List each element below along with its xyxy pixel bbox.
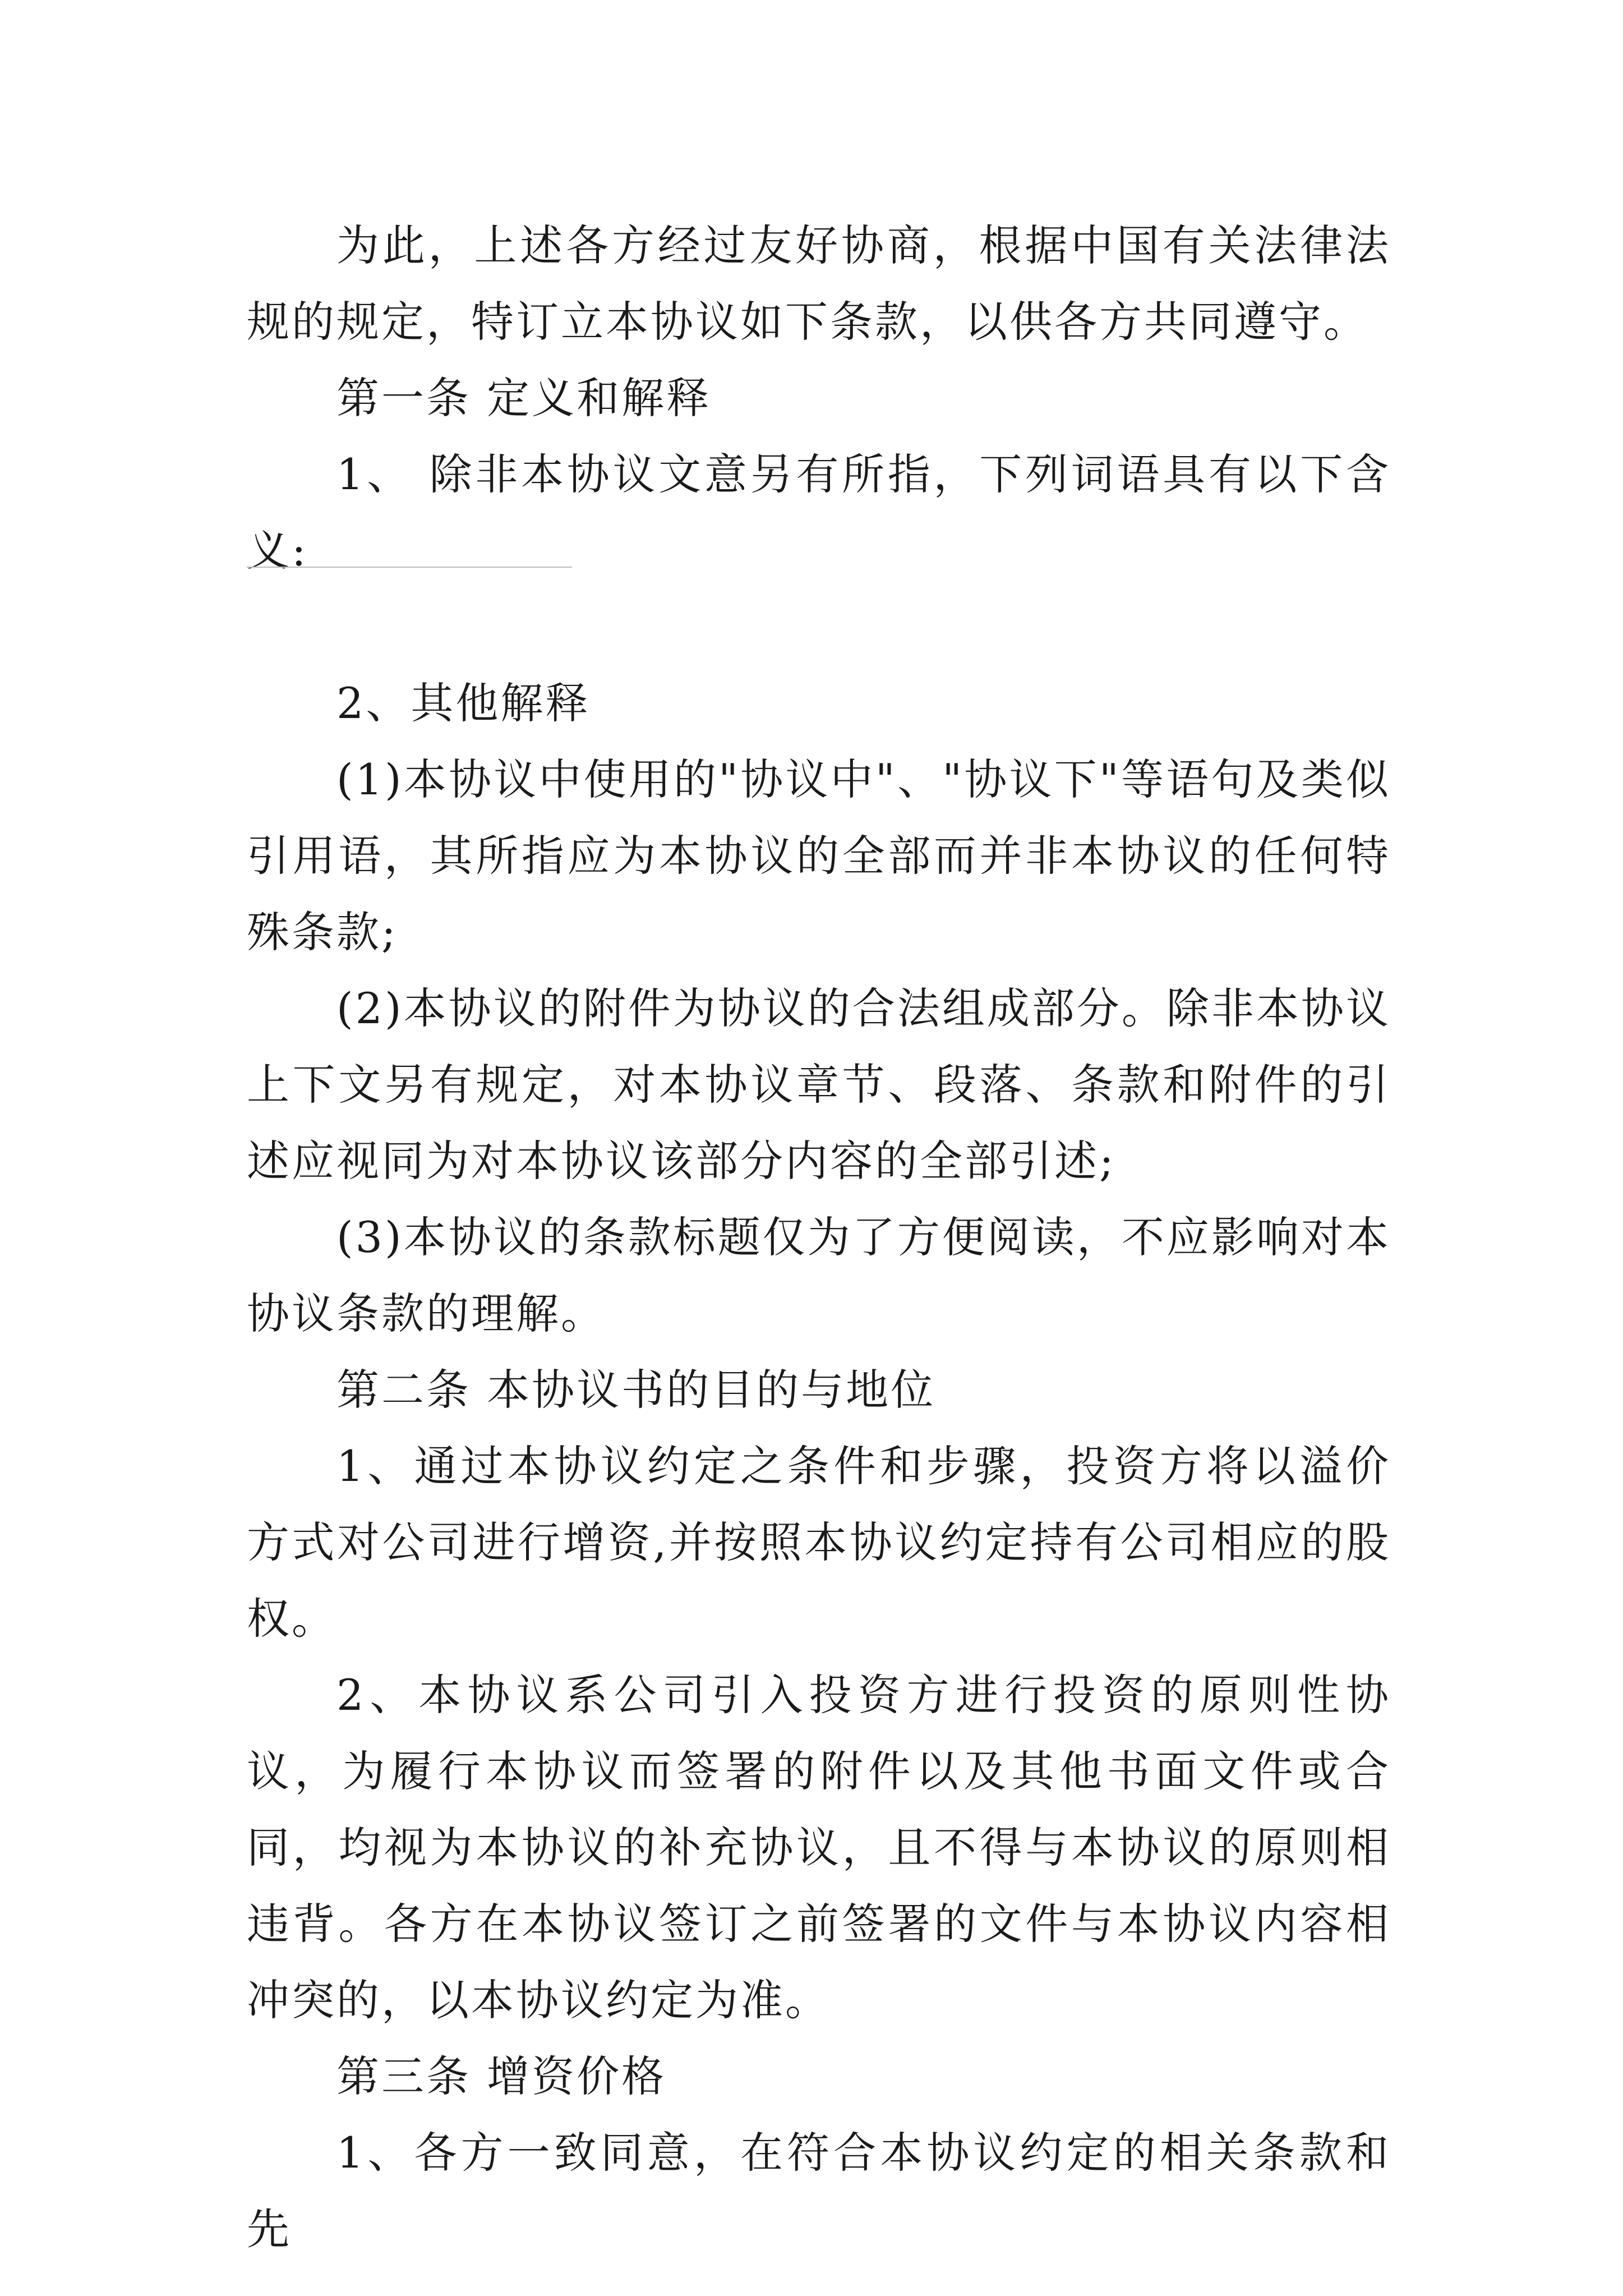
article-1-clause-2-item-3: (3)本协议的条款标题仅为了方便阅读，不应影响对本协议条款的理解。 — [247, 1212, 1391, 1338]
article-1-clause-2: 2、其他解释 — [336, 678, 591, 728]
blank-spacer — [247, 589, 1391, 665]
article-2-clause-1: 1、通过本协议约定之条件和步骤，投资方将以溢价方式对公司进行增资,并按照本协议约定持有公司相应的股权。 — [247, 1441, 1391, 1644]
article-2-clause-2: 2、本协议系公司引入投资方进行投资的原则性协议，为履行本协议而签署的附件以及其他书面文件或合同，均视为本协议的补充协议，且不得与本协议的原则相违背。各方在本协议签订之前签署的文件与本协议内容相冲突的，以本协议约定为准。 — [247, 1670, 1391, 2025]
paragraph-preamble: 为此，上述各方经过友好协商，根据中国有关法律法规的规定，特订立本协议如下条款，以供各方共同遵守。 — [247, 220, 1391, 347]
article-2-heading: 第二条 本协议书的目的与地位 — [336, 1365, 936, 1415]
article-1-clause-2-item-1: (1)本协议中使用的"协议中"、"协议下"等语句及类似引用语，其所指应为本协议的全部而并非本协议的任何特殊条款; — [247, 754, 1391, 957]
article-1-heading: 第一条 定义和解释 — [336, 373, 712, 423]
article-3-heading: 第三条 增资价格 — [336, 2051, 667, 2101]
article-1-clause-1: 1、 除非本协议文意另有所指，下列词语具有以下含义: — [247, 449, 1391, 576]
document-body — [247, 208, 1391, 2267]
separator-line — [247, 567, 572, 568]
article-3-clause-1: 1、各方一致同意，在符合本协议约定的相关条款和先 — [247, 2128, 1391, 2254]
article-1-clause-2-item-2: (2)本协议的附件为协议的合法组成部分。除非本协议上下文另有规定，对本协议章节、段落、条款和附件的引述应视同为对本协议该部分内容的全部引述; — [247, 983, 1391, 1186]
